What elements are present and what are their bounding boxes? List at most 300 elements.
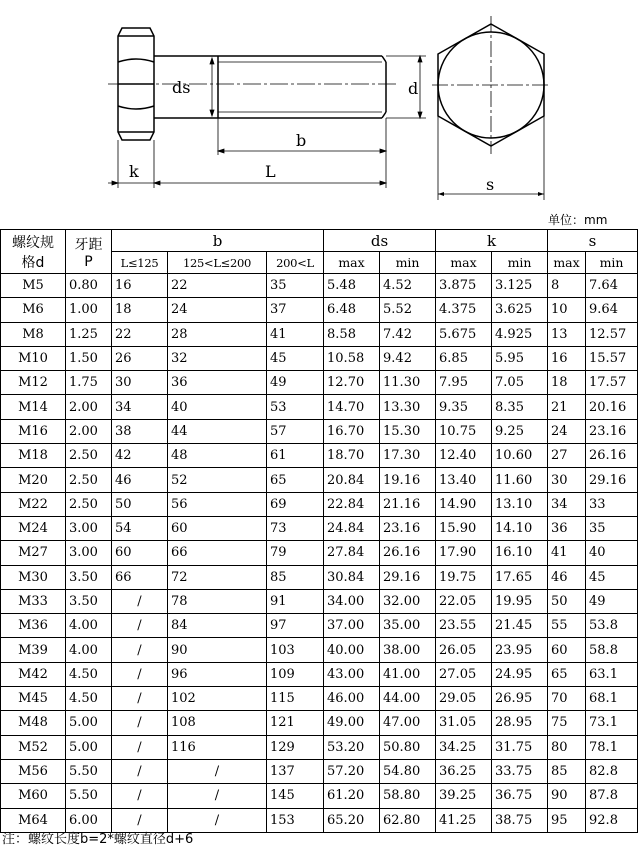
table-cell-s_min: 92.8: [586, 808, 638, 832]
table-cell-d: M52: [1, 735, 66, 759]
table-cell-b_125_L_200: 108: [168, 711, 267, 735]
table-cell-b_L_le_125: /: [112, 687, 168, 711]
table-cell-k_max: 17.90: [436, 541, 492, 565]
table-cell-s_min: 12.57: [586, 322, 638, 346]
table-cell-k_max: 22.05: [436, 589, 492, 613]
table-cell-s_min: 33: [586, 492, 638, 516]
table-cell-b_L_gt_200: 109: [267, 662, 324, 686]
table-cell-d: M14: [1, 395, 66, 419]
table-cell-s_min: 87.8: [586, 784, 638, 808]
table-cell-k_min: 10.60: [492, 444, 548, 468]
table-cell-d: M6: [1, 298, 66, 322]
table-cell-ds_min: 4.52: [380, 274, 436, 298]
table-cell-k_max: 12.40: [436, 444, 492, 468]
table-cell-b_L_gt_200: 103: [267, 638, 324, 662]
table-cell-b_125_L_200: 96: [168, 662, 267, 686]
table-cell-b_L_le_125: 42: [112, 444, 168, 468]
table-cell-b_125_L_200: 78: [168, 589, 267, 613]
table-row: [1, 711, 638, 735]
header-b: b: [112, 230, 324, 252]
table-cell-s_max: 80: [548, 735, 586, 759]
table-cell-b_L_gt_200: 129: [267, 735, 324, 759]
table-cell-ds_min: 17.30: [380, 444, 436, 468]
table-cell-P: 5.50: [66, 784, 112, 808]
table-cell-b_L_gt_200: 45: [267, 346, 324, 370]
table-cell-b_L_le_125: 38: [112, 419, 168, 443]
table-cell-ds_max: 27.84: [324, 541, 380, 565]
table-cell-b_L_le_125: 16: [112, 274, 168, 298]
table-cell-ds_min: 54.80: [380, 759, 436, 783]
table-cell-k_min: 16.10: [492, 541, 548, 565]
table-cell-k_min: 3.625: [492, 298, 548, 322]
table-cell-b_L_le_125: /: [112, 662, 168, 686]
table-cell-k_max: 36.25: [436, 759, 492, 783]
table-cell-b_125_L_200: 28: [168, 322, 267, 346]
table-cell-P: 3.50: [66, 565, 112, 589]
table-cell-s_min: 17.57: [586, 371, 638, 395]
table-cell-P: 1.00: [66, 298, 112, 322]
table-cell-s_min: 15.57: [586, 346, 638, 370]
table-cell-d: M56: [1, 759, 66, 783]
table-cell-ds_max: 14.70: [324, 395, 380, 419]
table-cell-b_L_gt_200: 121: [267, 711, 324, 735]
table-cell-b_L_le_125: /: [112, 638, 168, 662]
table-cell-P: 1.75: [66, 371, 112, 395]
header-ds-min: min: [380, 252, 436, 274]
table-cell-ds_max: 6.48: [324, 298, 380, 322]
table-cell-ds_max: 57.20: [324, 759, 380, 783]
header-b-range-2: 125<L≤200: [168, 252, 267, 274]
table-cell-ds_min: 15.30: [380, 419, 436, 443]
table-cell-k_min: 31.75: [492, 735, 548, 759]
table-cell-b_L_le_125: 30: [112, 371, 168, 395]
table-cell-k_min: 23.95: [492, 638, 548, 662]
table-cell-P: 5.00: [66, 711, 112, 735]
table-cell-d: M36: [1, 614, 66, 638]
table-cell-ds_min: 26.16: [380, 541, 436, 565]
table-cell-s_min: 78.1: [586, 735, 638, 759]
table-cell-b_L_gt_200: 49: [267, 371, 324, 395]
table-cell-k_min: 14.10: [492, 516, 548, 540]
table-cell-s_max: 70: [548, 687, 586, 711]
table-cell-s_max: 75: [548, 711, 586, 735]
label-k: k: [129, 162, 139, 181]
table-cell-k_max: 29.05: [436, 687, 492, 711]
header-ds: ds: [324, 230, 436, 252]
table-cell-s_max: 10: [548, 298, 586, 322]
table-cell-k_max: 14.90: [436, 492, 492, 516]
table-row: [1, 274, 638, 298]
bolt-spec-table-body: [1, 274, 638, 833]
table-cell-ds_max: 40.00: [324, 638, 380, 662]
label-d: d: [408, 79, 419, 98]
table-cell-b_L_gt_200: 41: [267, 322, 324, 346]
table-cell-b_L_gt_200: 57: [267, 419, 324, 443]
table-cell-d: M45: [1, 687, 66, 711]
table-cell-k_max: 4.375: [436, 298, 492, 322]
table-cell-s_min: 40: [586, 541, 638, 565]
table-cell-ds_max: 30.84: [324, 565, 380, 589]
table-cell-s_min: 53.8: [586, 614, 638, 638]
table-cell-ds_min: 35.00: [380, 614, 436, 638]
table-cell-k_min: 21.45: [492, 614, 548, 638]
table-row: [1, 298, 638, 322]
table-cell-b_125_L_200: 60: [168, 516, 267, 540]
table-cell-s_min: 35: [586, 516, 638, 540]
table-cell-ds_max: 12.70: [324, 371, 380, 395]
table-cell-ds_max: 5.48: [324, 274, 380, 298]
table-cell-s_max: 36: [548, 516, 586, 540]
table-cell-k_min: 9.25: [492, 419, 548, 443]
table-cell-d: M8: [1, 322, 66, 346]
table-cell-ds_min: 19.16: [380, 468, 436, 492]
table-cell-s_max: 85: [548, 759, 586, 783]
table-cell-P: 1.50: [66, 346, 112, 370]
table-cell-k_min: 28.95: [492, 711, 548, 735]
table-cell-ds_max: 43.00: [324, 662, 380, 686]
table-cell-P: 3.50: [66, 589, 112, 613]
header-s: s: [548, 230, 638, 252]
table-cell-ds_max: 46.00: [324, 687, 380, 711]
table-cell-b_L_le_125: /: [112, 614, 168, 638]
table-cell-P: 0.80: [66, 274, 112, 298]
table-cell-P: 3.00: [66, 516, 112, 540]
table-cell-d: M39: [1, 638, 66, 662]
table-cell-s_min: 23.16: [586, 419, 638, 443]
header-k: k: [436, 230, 548, 252]
table-cell-ds_min: 5.52: [380, 298, 436, 322]
table-cell-k_min: 26.95: [492, 687, 548, 711]
table-cell-ds_max: 37.00: [324, 614, 380, 638]
table-cell-s_max: 24: [548, 419, 586, 443]
table-cell-b_125_L_200: 90: [168, 638, 267, 662]
table-cell-s_min: 20.16: [586, 395, 638, 419]
table-cell-d: M24: [1, 516, 66, 540]
bolt-technical-drawing: [0, 0, 641, 210]
table-cell-k_min: 5.95: [492, 346, 548, 370]
table-cell-P: 4.00: [66, 638, 112, 662]
table-cell-s_max: 65: [548, 662, 586, 686]
table-cell-b_L_le_125: 26: [112, 346, 168, 370]
table-cell-d: M30: [1, 565, 66, 589]
table-cell-s_max: 18: [548, 371, 586, 395]
table-cell-b_L_le_125: /: [112, 711, 168, 735]
table-cell-b_L_gt_200: 137: [267, 759, 324, 783]
table-cell-k_max: 5.675: [436, 322, 492, 346]
table-cell-d: M27: [1, 541, 66, 565]
table-row: [1, 371, 638, 395]
table-cell-k_max: 41.25: [436, 808, 492, 832]
table-cell-k_max: 39.25: [436, 784, 492, 808]
table-cell-k_min: 17.65: [492, 565, 548, 589]
table-cell-k_max: 31.05: [436, 711, 492, 735]
table-cell-b_L_gt_200: 97: [267, 614, 324, 638]
table-cell-k_min: 36.75: [492, 784, 548, 808]
table-cell-b_125_L_200: 48: [168, 444, 267, 468]
table-cell-b_L_gt_200: 35: [267, 274, 324, 298]
table-cell-P: 4.50: [66, 687, 112, 711]
table-cell-ds_max: 49.00: [324, 711, 380, 735]
table-row: [1, 516, 638, 540]
table-cell-k_max: 10.75: [436, 419, 492, 443]
table-cell-b_L_gt_200: 61: [267, 444, 324, 468]
table-cell-s_min: 49: [586, 589, 638, 613]
table-cell-k_max: 23.55: [436, 614, 492, 638]
table-cell-s_max: 30: [548, 468, 586, 492]
table-cell-b_L_le_125: 50: [112, 492, 168, 516]
table-cell-ds_max: 24.84: [324, 516, 380, 540]
table-cell-ds_max: 20.84: [324, 468, 380, 492]
table-cell-ds_min: 47.00: [380, 711, 436, 735]
table-cell-b_L_le_125: /: [112, 735, 168, 759]
label-s: s: [486, 175, 495, 194]
unit-label: 单位：mm: [548, 213, 608, 227]
table-cell-P: 2.50: [66, 444, 112, 468]
table-cell-d: M20: [1, 468, 66, 492]
table-cell-s_max: 55: [548, 614, 586, 638]
table-cell-b_125_L_200: 52: [168, 468, 267, 492]
table-cell-ds_min: 32.00: [380, 589, 436, 613]
table-cell-b_125_L_200: 22: [168, 274, 267, 298]
header-b-range-1: L≤125: [112, 252, 168, 274]
table-cell-s_min: 7.64: [586, 274, 638, 298]
table-row: [1, 614, 638, 638]
table-cell-k_max: 26.05: [436, 638, 492, 662]
header-k-min: min: [492, 252, 548, 274]
table-cell-d: M48: [1, 711, 66, 735]
table-cell-s_max: 13: [548, 322, 586, 346]
table-cell-d: M22: [1, 492, 66, 516]
table-cell-P: 3.00: [66, 541, 112, 565]
table-cell-b_125_L_200: /: [168, 808, 267, 832]
table-cell-k_min: 24.95: [492, 662, 548, 686]
table-cell-ds_min: 11.30: [380, 371, 436, 395]
header-ds-max: max: [324, 252, 380, 274]
table-cell-ds_max: 22.84: [324, 492, 380, 516]
label-L: L: [265, 162, 276, 181]
table-cell-ds_max: 8.58: [324, 322, 380, 346]
table-cell-b_L_gt_200: 53: [267, 395, 324, 419]
table-row: [1, 784, 638, 808]
table-cell-k_min: 4.925: [492, 322, 548, 346]
table-cell-s_max: 8: [548, 274, 586, 298]
table-cell-d: M5: [1, 274, 66, 298]
header-s-min: min: [586, 252, 638, 274]
table-cell-ds_max: 18.70: [324, 444, 380, 468]
table-cell-b_L_gt_200: 85: [267, 565, 324, 589]
table-cell-b_125_L_200: 66: [168, 541, 267, 565]
table-cell-b_L_gt_200: 145: [267, 784, 324, 808]
header-thread-spec: 螺纹规 格d: [1, 230, 66, 274]
table-cell-ds_min: 23.16: [380, 516, 436, 540]
table-cell-d: M12: [1, 371, 66, 395]
table-cell-P: 2.50: [66, 492, 112, 516]
table-cell-s_max: 41: [548, 541, 586, 565]
table-cell-s_max: 21: [548, 395, 586, 419]
table-cell-b_125_L_200: 84: [168, 614, 267, 638]
header-b-range-3: 200<L: [267, 252, 324, 274]
table-cell-ds_min: 29.16: [380, 565, 436, 589]
table-cell-P: 2.00: [66, 395, 112, 419]
table-row: [1, 662, 638, 686]
table-cell-s_max: 34: [548, 492, 586, 516]
table-cell-P: 1.25: [66, 322, 112, 346]
table-cell-b_L_le_125: 66: [112, 565, 168, 589]
table-cell-k_max: 7.95: [436, 371, 492, 395]
header-k-max: max: [436, 252, 492, 274]
table-cell-b_L_gt_200: 69: [267, 492, 324, 516]
table-cell-k_max: 34.25: [436, 735, 492, 759]
table-cell-b_L_gt_200: 37: [267, 298, 324, 322]
table-cell-b_L_gt_200: 65: [267, 468, 324, 492]
table-cell-s_max: 90: [548, 784, 586, 808]
table-cell-s_min: 58.8: [586, 638, 638, 662]
table-cell-k_max: 27.05: [436, 662, 492, 686]
table-cell-P: 4.00: [66, 614, 112, 638]
table-cell-s_max: 50: [548, 589, 586, 613]
table-cell-s_max: 27: [548, 444, 586, 468]
table-cell-b_L_le_125: /: [112, 808, 168, 832]
table-cell-s_min: 45: [586, 565, 638, 589]
table-cell-k_max: 19.75: [436, 565, 492, 589]
table-cell-b_125_L_200: 44: [168, 419, 267, 443]
table-cell-k_max: 6.85: [436, 346, 492, 370]
table-cell-P: 4.50: [66, 662, 112, 686]
table-cell-s_min: 9.64: [586, 298, 638, 322]
table-cell-ds_min: 21.16: [380, 492, 436, 516]
table-cell-b_125_L_200: 36: [168, 371, 267, 395]
table-cell-ds_min: 50.80: [380, 735, 436, 759]
label-ds: ds: [172, 78, 191, 97]
table-cell-s_max: 16: [548, 346, 586, 370]
table-cell-P: 5.50: [66, 759, 112, 783]
table-cell-s_max: 46: [548, 565, 586, 589]
table-cell-b_L_le_125: 54: [112, 516, 168, 540]
table-row: [1, 589, 638, 613]
table-cell-k_min: 13.10: [492, 492, 548, 516]
table-cell-ds_max: 34.00: [324, 589, 380, 613]
table-cell-ds_max: 16.70: [324, 419, 380, 443]
table-cell-ds_min: 62.80: [380, 808, 436, 832]
table-cell-k_min: 38.75: [492, 808, 548, 832]
label-b: b: [296, 131, 307, 150]
footnote: 注：螺纹长度b=2*螺纹直径d+6: [2, 832, 194, 847]
table-cell-s_min: 73.1: [586, 711, 638, 735]
table-cell-b_L_gt_200: 115: [267, 687, 324, 711]
table-cell-d: M16: [1, 419, 66, 443]
table-cell-ds_max: 61.20: [324, 784, 380, 808]
bolt-spec-table: [0, 229, 638, 833]
table-cell-k_max: 3.875: [436, 274, 492, 298]
table-cell-k_min: 7.05: [492, 371, 548, 395]
table-row: [1, 541, 638, 565]
table-cell-d: M33: [1, 589, 66, 613]
table-cell-b_L_gt_200: 153: [267, 808, 324, 832]
table-cell-k_max: 13.40: [436, 468, 492, 492]
table-cell-b_125_L_200: 116: [168, 735, 267, 759]
table-row: [1, 759, 638, 783]
table-cell-k_min: 3.125: [492, 274, 548, 298]
header-s-max: max: [548, 252, 586, 274]
table-cell-b_L_gt_200: 79: [267, 541, 324, 565]
table-row: [1, 492, 638, 516]
table-cell-s_min: 68.1: [586, 687, 638, 711]
table-cell-b_L_gt_200: 73: [267, 516, 324, 540]
table-cell-ds_min: 7.42: [380, 322, 436, 346]
table-row: [1, 395, 638, 419]
table-cell-d: M18: [1, 444, 66, 468]
table-cell-b_L_le_125: 22: [112, 322, 168, 346]
table-cell-b_125_L_200: 32: [168, 346, 267, 370]
table-cell-ds_max: 53.20: [324, 735, 380, 759]
table-cell-k_min: 19.95: [492, 589, 548, 613]
table-cell-ds_min: 41.00: [380, 662, 436, 686]
header-pitch: 牙距 P: [66, 230, 112, 274]
table-cell-b_L_le_125: /: [112, 784, 168, 808]
table-cell-b_L_le_125: /: [112, 589, 168, 613]
table-cell-b_125_L_200: 56: [168, 492, 267, 516]
table-cell-b_125_L_200: /: [168, 759, 267, 783]
table-cell-s_min: 63.1: [586, 662, 638, 686]
table-cell-s_max: 60: [548, 638, 586, 662]
table-row: [1, 444, 638, 468]
table-cell-ds_min: 38.00: [380, 638, 436, 662]
bolt-head-end-view: [432, 16, 550, 200]
table-cell-ds_min: 13.30: [380, 395, 436, 419]
table-cell-b_125_L_200: 24: [168, 298, 267, 322]
table-cell-k_max: 9.35: [436, 395, 492, 419]
table-row: [1, 419, 638, 443]
table-cell-d: M64: [1, 808, 66, 832]
table-row: [1, 468, 638, 492]
table-cell-b_L_le_125: 34: [112, 395, 168, 419]
table-cell-s_max: 95: [548, 808, 586, 832]
table-cell-s_min: 26.16: [586, 444, 638, 468]
table-cell-ds_max: 10.58: [324, 346, 380, 370]
table-cell-P: 2.50: [66, 468, 112, 492]
table-cell-b_125_L_200: 72: [168, 565, 267, 589]
table-cell-d: M10: [1, 346, 66, 370]
table-cell-k_min: 8.35: [492, 395, 548, 419]
table-cell-ds_max: 65.20: [324, 808, 380, 832]
table-cell-s_min: 82.8: [586, 759, 638, 783]
table-cell-k_max: 15.90: [436, 516, 492, 540]
table-cell-ds_min: 58.80: [380, 784, 436, 808]
table-cell-b_L_le_125: 46: [112, 468, 168, 492]
table-cell-b_125_L_200: 40: [168, 395, 267, 419]
table-row: [1, 346, 638, 370]
table-cell-P: 6.00: [66, 808, 112, 832]
table-cell-d: M42: [1, 662, 66, 686]
table-cell-ds_min: 44.00: [380, 687, 436, 711]
table-cell-d: M60: [1, 784, 66, 808]
table-cell-s_min: 29.16: [586, 468, 638, 492]
table-row: [1, 565, 638, 589]
table-cell-k_min: 11.60: [492, 468, 548, 492]
table-cell-b_125_L_200: /: [168, 784, 267, 808]
table-row: [1, 687, 638, 711]
table-row: [1, 638, 638, 662]
table-cell-b_L_gt_200: 91: [267, 589, 324, 613]
table-cell-b_125_L_200: 102: [168, 687, 267, 711]
table-cell-b_L_le_125: /: [112, 759, 168, 783]
table-cell-ds_min: 9.42: [380, 346, 436, 370]
table-row: [1, 322, 638, 346]
table-cell-b_L_le_125: 18: [112, 298, 168, 322]
table-cell-P: 2.00: [66, 419, 112, 443]
table-cell-b_L_le_125: 60: [112, 541, 168, 565]
table-row: [1, 735, 638, 759]
